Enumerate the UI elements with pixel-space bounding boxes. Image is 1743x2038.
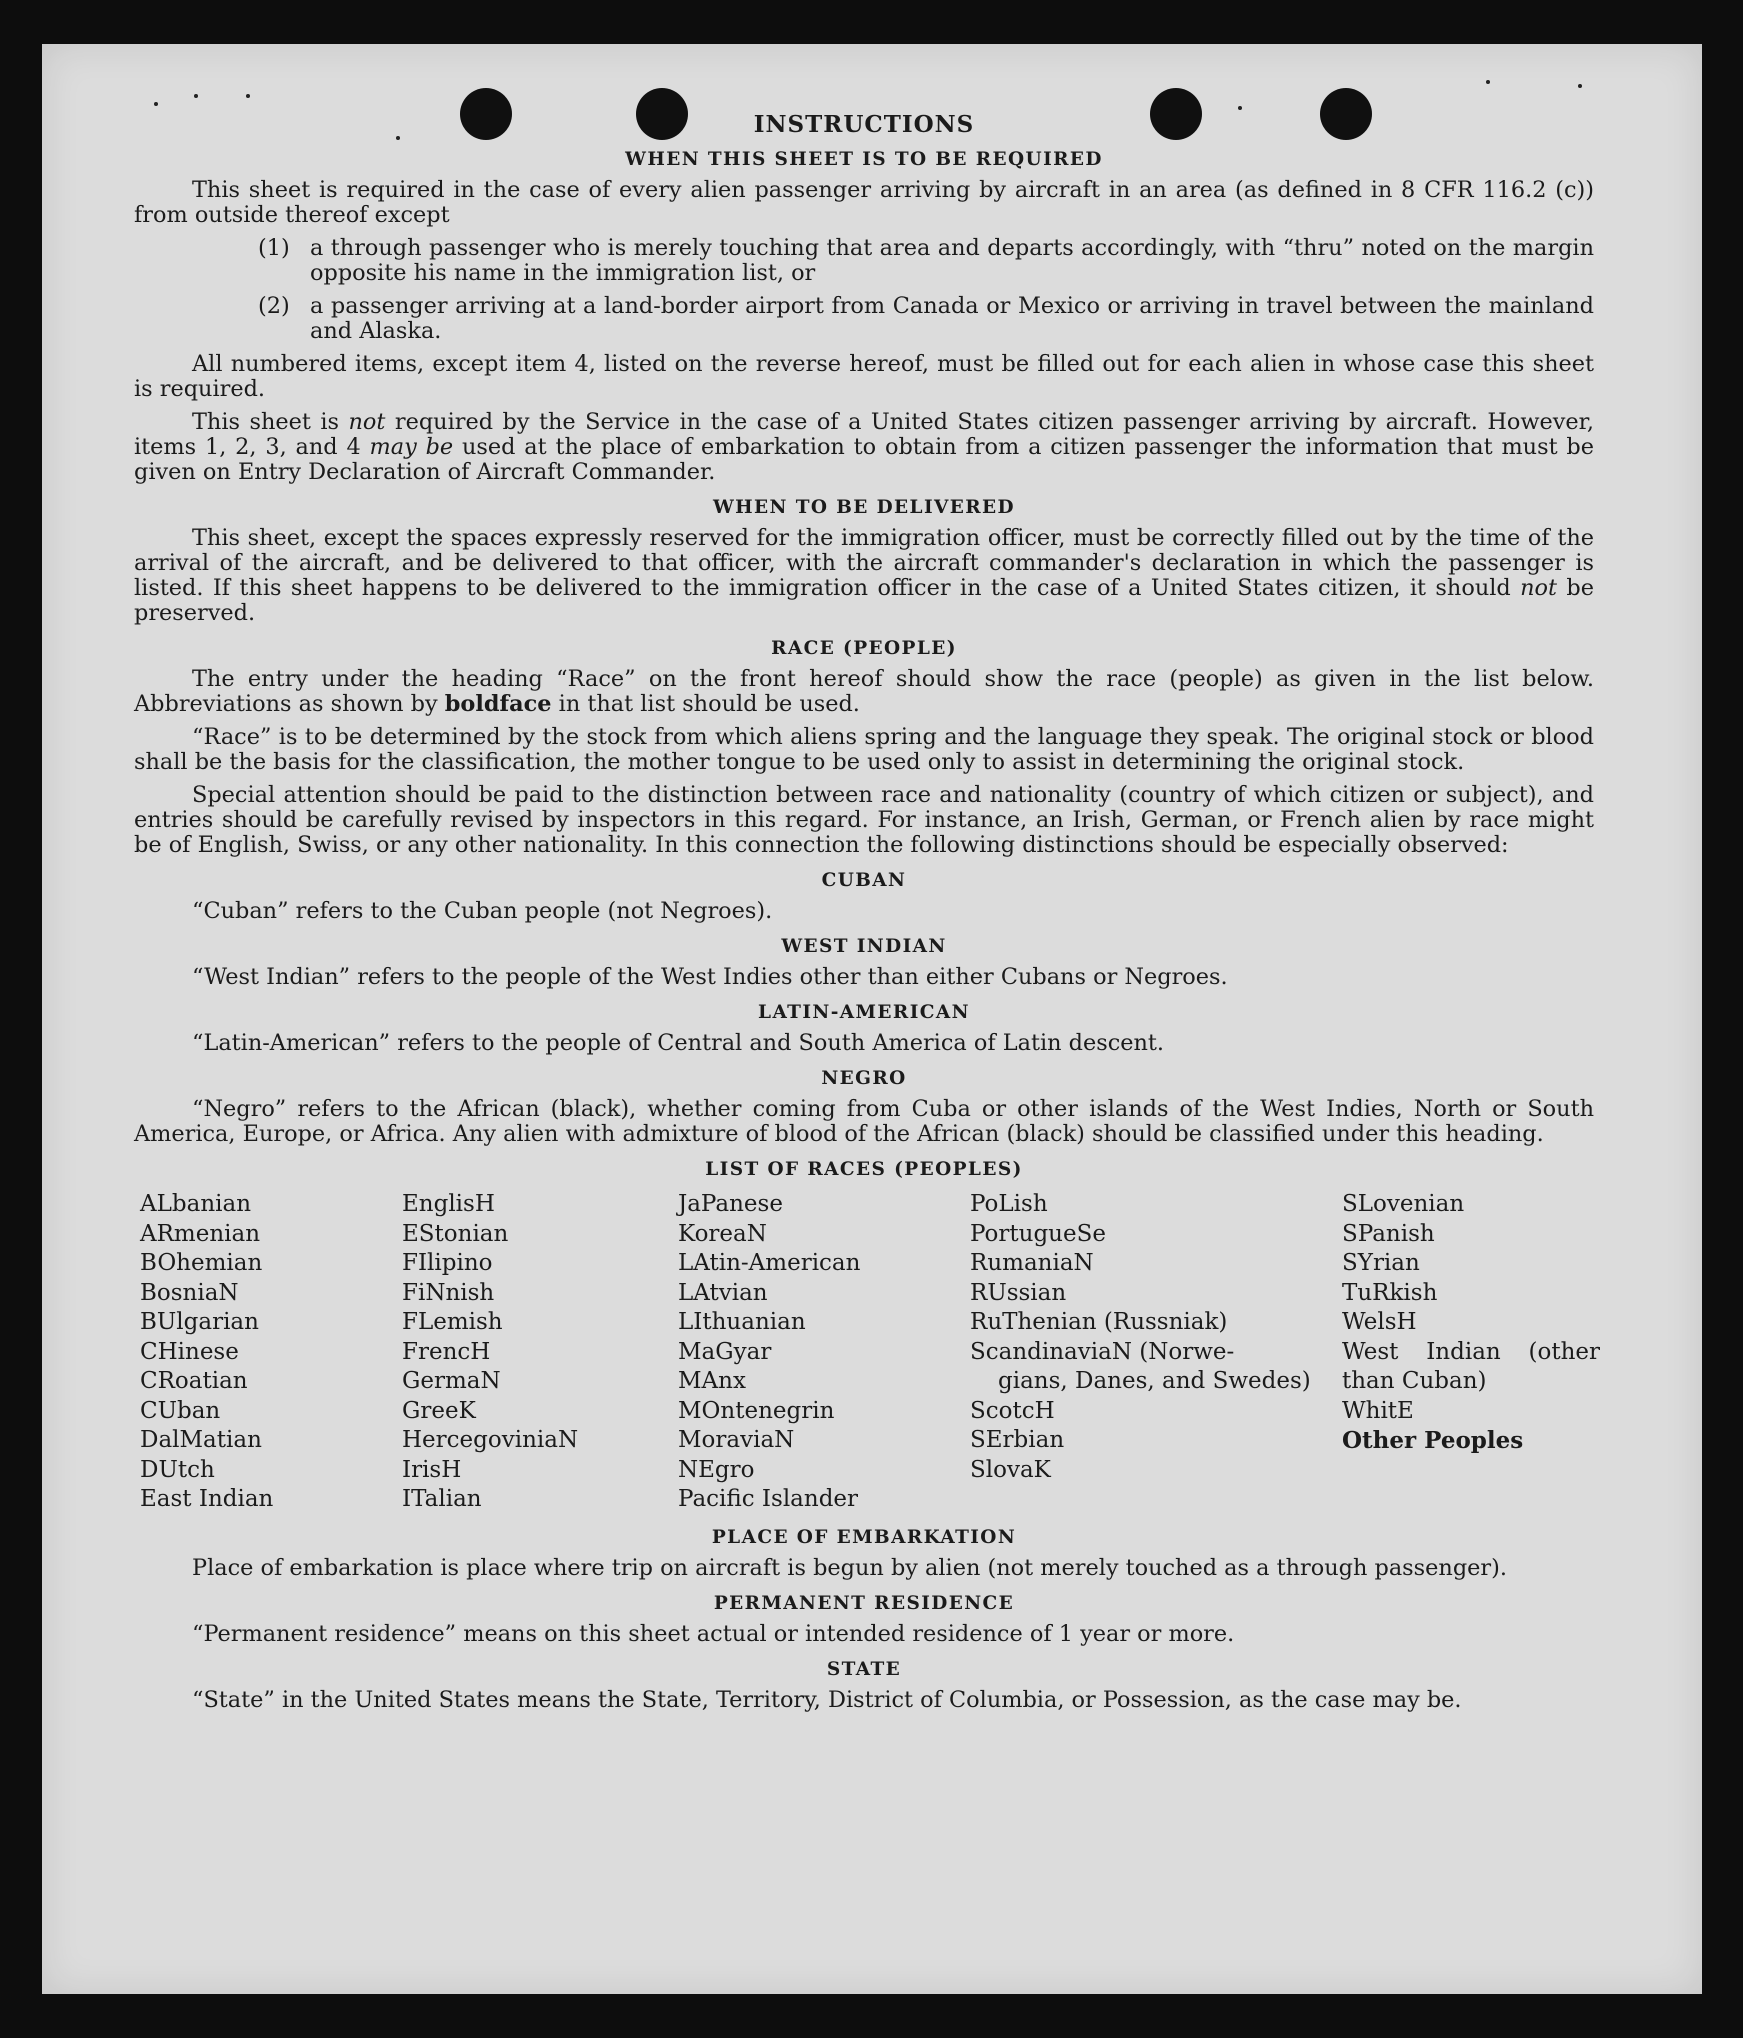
- italic-text: may be: [369, 434, 454, 460]
- race-entry: ScandinaviaN (Norwe-: [970, 1338, 1235, 1365]
- section-heading-list-of-races: LIST OF RACES (PEOPLES): [705, 1159, 1023, 1180]
- race-entry: BosniaN: [140, 1279, 239, 1306]
- races-column-4: [970, 1190, 1342, 1515]
- italic-text: not: [1520, 575, 1558, 601]
- race-entry: IrisH: [402, 1456, 462, 1483]
- text-run: used at the place of embarkation to obtain from a citizen passenger the information that must be given on Entry Declaration of Aircraft Commander.: [134, 434, 1594, 485]
- definition-heading: CUBAN: [821, 870, 907, 891]
- text-run: required by the Service in the case of a United States citizen passenger arriving by aircraft. However, items 1, 2, 3, and 4: [134, 409, 1595, 460]
- race-entry: East Indian: [140, 1486, 274, 1512]
- definition-text: “Negro” refers to the African (black), whether coming from Cuba or other islands of the West Indies, North or South America, Europe, or Africa. Any alien with admixture of blood of the African (black) should be classified under this heading.: [134, 1096, 1594, 1147]
- dust-speck: [194, 94, 198, 98]
- text-run: in that list should be used.: [551, 691, 860, 717]
- races-column-5: [1342, 1190, 1600, 1515]
- race-entry: FLemish: [402, 1309, 503, 1335]
- race-entry-continuation: gians, Danes, and Swedes): [998, 1368, 1311, 1394]
- race-entry: Pacific Islander: [678, 1486, 859, 1512]
- race-entry: WelsH: [1342, 1309, 1417, 1335]
- race-entry: ScotcH: [970, 1397, 1055, 1424]
- race-entry: SlovaK: [970, 1456, 1051, 1483]
- definition-heading: LATIN-AMERICAN: [758, 1002, 970, 1023]
- races-column-1: [140, 1190, 402, 1515]
- definition-heading: NEGRO: [821, 1068, 907, 1089]
- paragraph: “State” in the United States means the State, Territory, District of Columbia, or Possession, as the case may be.: [192, 1686, 1462, 1713]
- dust-speck: [1238, 106, 1242, 110]
- section-heading-residence: PERMANENT RESIDENCE: [713, 1592, 1015, 1614]
- dust-speck: [1486, 80, 1490, 84]
- races-column-3: [678, 1190, 970, 1515]
- race-entry: FiNnish: [402, 1279, 495, 1306]
- race-entry: EStonian: [402, 1220, 509, 1247]
- text-run: The entry under the heading “Race” on the front hereof should show the race (people) as given in the list below. Abbreviations as shown by: [134, 666, 1594, 717]
- list-item: [258, 294, 1594, 344]
- definition-text: “Cuban” refers to the Cuban people (not Negroes).: [192, 898, 773, 924]
- instructions-content: [134, 111, 1600, 1721]
- dust-speck: [1578, 84, 1582, 88]
- page-title: INSTRUCTIONS: [753, 111, 975, 138]
- race-entry: Other Peoples: [1342, 1427, 1524, 1454]
- paragraph: All numbered items, except item 4, listed on the reverse hereof, must be filled out for each alien in whose case this sheet is required.: [134, 351, 1594, 402]
- race-entry: DUtch: [140, 1456, 215, 1483]
- paragraph: [134, 526, 1594, 626]
- race-entry: PortugueSe: [970, 1220, 1106, 1247]
- race-entry: LAtvian: [678, 1279, 768, 1306]
- race-entry: EnglisH: [402, 1191, 495, 1217]
- race-entry: JaPanese: [678, 1191, 783, 1217]
- race-entry: GreeK: [402, 1397, 476, 1424]
- definition-text: “West Indian” refers to the people of the West Indies other than either Cubans or Negroes.: [192, 964, 1228, 990]
- race-entry: RUssian: [970, 1279, 1067, 1306]
- paragraph: “Race” is to be determined by the stock from which aliens spring and the language they speak. The original stock or blood shall be the basis for the classification, the mother tongue to be used only to assist in determining the original stock.: [134, 724, 1594, 775]
- race-entry: MaGyar: [678, 1338, 772, 1365]
- section-heading-state: STATE: [826, 1658, 902, 1680]
- race-entry: LAtin-American: [678, 1250, 861, 1276]
- race-entry: LIthuanian: [678, 1309, 806, 1335]
- dust-speck: [154, 102, 158, 106]
- section-heading-embarkation: PLACE OF EMBARKATION: [711, 1526, 1017, 1548]
- paragraph: [134, 667, 1594, 717]
- race-entry: PoLish: [970, 1191, 1048, 1217]
- race-entry: SLovenian: [1342, 1191, 1465, 1217]
- race-entry: GermaN: [402, 1368, 501, 1394]
- item-text: a passenger arriving at a land-border airport from Canada or Mexico or arriving in travel between the mainland and Alaska.: [310, 293, 1594, 344]
- race-entry: KoreaN: [678, 1220, 767, 1247]
- race-entry: RuThenian (Russniak): [970, 1309, 1228, 1335]
- race-entry: TuRkish: [1342, 1279, 1438, 1306]
- race-entry: RumaniaN: [970, 1250, 1094, 1276]
- text-run: This sheet, except the spaces expressly reserved for the immigration officer, must be correctly filled out by the time of the arrival of the aircraft, and be delivered to that officer, with the aircraft commander's declaration in which the passenger is listed. If this sheet happens to be delivered to the immigration officer in the case of a United States citizen, it should: [134, 525, 1594, 601]
- section-heading-required: WHEN THIS SHEET IS TO BE REQUIRED: [625, 149, 1103, 170]
- race-entry: MoraviaN: [678, 1427, 795, 1453]
- race-entry: CUban: [140, 1397, 221, 1424]
- section-heading-race: RACE (PEOPLE): [771, 638, 957, 659]
- list-item: [258, 236, 1594, 286]
- item-text: a through passenger who is merely touching that area and departs accordingly, with “thru” noted on the margin opposite his name in the immigration list, or: [310, 235, 1594, 286]
- race-entry: CHinese: [140, 1338, 239, 1365]
- race-entry: SErbian: [970, 1427, 1065, 1453]
- paragraph: “Permanent residence” means on this sheet actual or intended residence of 1 year or more.: [192, 1620, 1235, 1647]
- race-entry: MAnx: [678, 1368, 746, 1394]
- item-number: (2): [258, 293, 290, 319]
- definition-heading: WEST INDIAN: [781, 936, 947, 957]
- race-entry: FrencH: [402, 1338, 491, 1365]
- race-entry: MOntenegrin: [678, 1397, 835, 1424]
- race-entry: CRoatian: [140, 1368, 248, 1394]
- race-entry: DalMatian: [140, 1427, 262, 1453]
- race-entry: ITalian: [402, 1486, 482, 1512]
- item-number: (1): [258, 235, 290, 261]
- text-run: be preserved.: [134, 575, 1594, 626]
- race-entry: ARmenian: [140, 1220, 261, 1247]
- paragraph: This sheet is required in the case of every alien passenger arriving by aircraft in an area (as defined in 8 CFR 116.2 (c)) from outside thereof except: [134, 177, 1594, 228]
- paragraph: Special attention should be paid to the distinction between race and nationality (country of which citizen or subject), and entries should be carefully revised by inspectors in this regard. For instance, an Irish, German, or French alien by race might be of English, Swiss, or any other nationality. In this connection the following distinctions should be especially observed:: [134, 782, 1594, 858]
- race-entry: NEgro: [678, 1456, 755, 1483]
- dust-speck: [246, 94, 250, 98]
- race-entry: BOhemian: [140, 1250, 263, 1276]
- definition-text: “Latin-American” refers to the people of Central and South America of Latin descent.: [192, 1030, 1165, 1056]
- race-entry: SPanish: [1342, 1220, 1435, 1247]
- bold-text: boldface: [444, 691, 552, 717]
- race-entry: HercegoviniaN: [402, 1427, 579, 1453]
- race-entry: WhitE: [1342, 1397, 1414, 1424]
- races-list: [140, 1190, 1600, 1515]
- section-heading-delivered: WHEN TO BE DELIVERED: [713, 497, 1015, 518]
- paragraph: [134, 410, 1594, 485]
- races-column-2: [402, 1190, 678, 1515]
- paragraph: Place of embarkation is place where trip on aircraft is begun by alien (not merely touched as a through passenger).: [192, 1554, 1507, 1581]
- race-entry: SYrian: [1342, 1250, 1420, 1276]
- race-entry: BUlgarian: [140, 1309, 259, 1335]
- text-run: This sheet is: [192, 409, 349, 435]
- italic-text: not: [348, 409, 386, 435]
- race-entry: ALbanian: [140, 1191, 252, 1217]
- race-entry: West Indian (other than Cuban): [1342, 1338, 1600, 1394]
- race-entry: FIlipino: [402, 1250, 493, 1276]
